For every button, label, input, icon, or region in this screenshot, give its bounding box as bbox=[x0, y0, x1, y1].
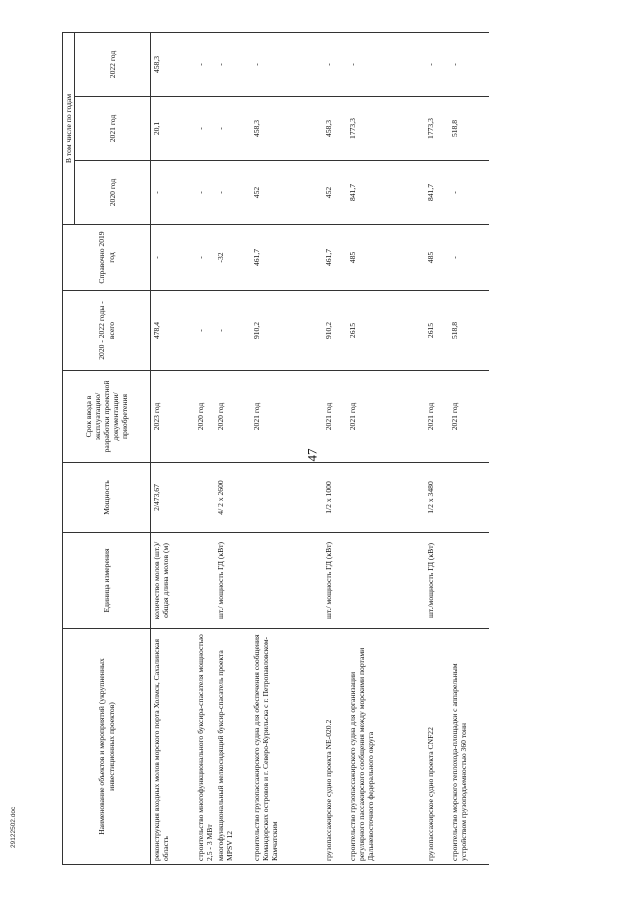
cell-y2021: 1773,3 bbox=[425, 97, 449, 161]
table-row bbox=[347, 32, 425, 864]
cell-total: 910,2 bbox=[323, 291, 347, 371]
cell-ref2019: 485 bbox=[347, 225, 425, 291]
cell-y2020: - bbox=[195, 161, 215, 225]
cell-total: 2615 bbox=[347, 291, 425, 371]
cell-total: - bbox=[195, 291, 215, 371]
header-2021: 2021 год bbox=[75, 97, 151, 161]
cell-capacity: 2/473,67 bbox=[151, 463, 195, 533]
cell-name: грузопассажирское судно проекта NE-020.2 bbox=[323, 629, 347, 865]
table-row bbox=[449, 32, 489, 864]
cell-name: строительство морского теплохода-площадки с аппарельным устройством грузоподъемностью 360 тонн bbox=[449, 629, 489, 865]
cell-ref2019: 485 bbox=[425, 225, 449, 291]
cell-y2022: - bbox=[251, 32, 323, 96]
cell-y2022: - bbox=[425, 32, 449, 96]
cell-y2021: 518,8 bbox=[449, 97, 489, 161]
cell-term: 2023 год bbox=[151, 371, 195, 463]
cell-y2020: 452 bbox=[323, 161, 347, 225]
header-2020: 2020 год bbox=[75, 161, 151, 225]
cell-term: 2021 год bbox=[425, 371, 449, 463]
header-term: Срок ввода в эксплуатацию/ разработки проектной документации/ приобретения bbox=[63, 371, 151, 463]
cell-total: 518,8 bbox=[449, 291, 489, 371]
cell-capacity: 1/2 x 1000 bbox=[323, 463, 347, 533]
cell-y2022: - bbox=[323, 32, 347, 96]
cell-y2021: 458,3 bbox=[251, 97, 323, 161]
cell-term: 2020 год bbox=[215, 371, 251, 463]
cell-name: строительство многофункционального буксира-спасателя мощностью 2,5 - 3 МВт bbox=[195, 629, 215, 865]
cell-y2020: 452 bbox=[251, 161, 323, 225]
header-ref-2019: Справочно 2019 год bbox=[63, 225, 151, 291]
cell-capacity bbox=[195, 463, 215, 533]
cell-y2022: - bbox=[215, 32, 251, 96]
table-row bbox=[323, 32, 347, 864]
header-capacity: Мощность bbox=[63, 463, 151, 533]
table-body bbox=[151, 32, 489, 864]
cell-name: грузопассажирское судно проекта CNF22 bbox=[425, 629, 449, 865]
cell-unit: шт./мощность ГД (кВт) bbox=[425, 533, 449, 629]
cell-unit: количество молов (шт.)/ общая длина молов (м) bbox=[151, 533, 195, 629]
cell-unit bbox=[195, 533, 215, 629]
cell-y2022: - bbox=[347, 32, 425, 96]
cell-y2021: 458,3 bbox=[323, 97, 347, 161]
cell-ref2019: 461,7 bbox=[251, 225, 323, 291]
cell-y2020: - bbox=[215, 161, 251, 225]
cell-unit bbox=[251, 533, 323, 629]
header-unit: Единица измерения bbox=[63, 533, 151, 629]
cell-y2020: - bbox=[151, 161, 195, 225]
cell-unit bbox=[347, 533, 425, 629]
cell-term: 2021 год bbox=[347, 371, 425, 463]
table-row bbox=[151, 32, 195, 864]
table-header bbox=[63, 32, 151, 864]
table-row bbox=[215, 32, 251, 864]
cell-total: 910,2 bbox=[251, 291, 323, 371]
header-by-years: В том числе по годам bbox=[63, 32, 75, 224]
cell-ref2019: - bbox=[449, 225, 489, 291]
cell-name: многофункциональный мелкосидящий буксир-спасатель проекта MPSV 12 bbox=[215, 629, 251, 865]
cell-ref2019: - bbox=[151, 225, 195, 291]
footer-filename: 29122502.doc bbox=[10, 806, 17, 848]
cell-capacity: 4/ 2 x 2600 bbox=[215, 463, 251, 533]
table-row bbox=[425, 32, 449, 864]
cell-name: строительство грузопассажирского судна для обеспечения сообщения Командорских островов и г. Северо-Курильска с г. Петропавловском-Камчатским bbox=[251, 629, 323, 865]
rotated-table-container bbox=[62, 33, 536, 865]
cell-term: 2021 год bbox=[449, 371, 489, 463]
cell-total: 2615 bbox=[425, 291, 449, 371]
table-row bbox=[251, 32, 323, 864]
cell-term: 2021 год bbox=[323, 371, 347, 463]
cell-y2022: - bbox=[195, 32, 215, 96]
cell-capacity bbox=[347, 463, 425, 533]
cell-capacity bbox=[251, 463, 323, 533]
cell-name: строительство грузопассажирского судна для организации регулярного пассажирского сообщения между морскими портами Дальневосточного федерального округа bbox=[347, 629, 425, 865]
cell-capacity bbox=[449, 463, 489, 533]
page-number: 47 bbox=[304, 448, 320, 462]
cell-y2020: 841,7 bbox=[347, 161, 425, 225]
investment-table bbox=[62, 32, 489, 865]
cell-y2021: - bbox=[215, 97, 251, 161]
cell-y2021: 20,1 bbox=[151, 97, 195, 161]
cell-unit: шт./ мощность ГД (кВт) bbox=[215, 533, 251, 629]
cell-term: 2020 год bbox=[195, 371, 215, 463]
cell-capacity: 1/2 x 3480 bbox=[425, 463, 449, 533]
cell-total: - bbox=[215, 291, 251, 371]
cell-y2021: 1773,3 bbox=[347, 97, 425, 161]
cell-term: 2021 год bbox=[251, 371, 323, 463]
cell-unit bbox=[449, 533, 489, 629]
cell-ref2019: 461,7 bbox=[323, 225, 347, 291]
cell-name: реконструкция входных молов морского порта Холмск, Сахалинская область bbox=[151, 629, 195, 865]
cell-y2020: 841,7 bbox=[425, 161, 449, 225]
table-row bbox=[195, 32, 215, 864]
cell-y2022: - bbox=[449, 32, 489, 96]
header-name: Наименование объектов и мероприятий (укрупненных инвестиционных проектов) bbox=[63, 629, 151, 865]
cell-y2020: - bbox=[449, 161, 489, 225]
cell-ref2019: -32 bbox=[215, 225, 251, 291]
header-2022: 2022 год bbox=[75, 32, 151, 96]
cell-y2021: - bbox=[195, 97, 215, 161]
cell-ref2019: - bbox=[195, 225, 215, 291]
cell-unit: шт./ мощность ГД (кВт) bbox=[323, 533, 347, 629]
cell-y2022: 458,3 bbox=[151, 32, 195, 96]
cell-total: 478,4 bbox=[151, 291, 195, 371]
header-total: 2020 - 2022 годы - всего bbox=[63, 291, 151, 371]
